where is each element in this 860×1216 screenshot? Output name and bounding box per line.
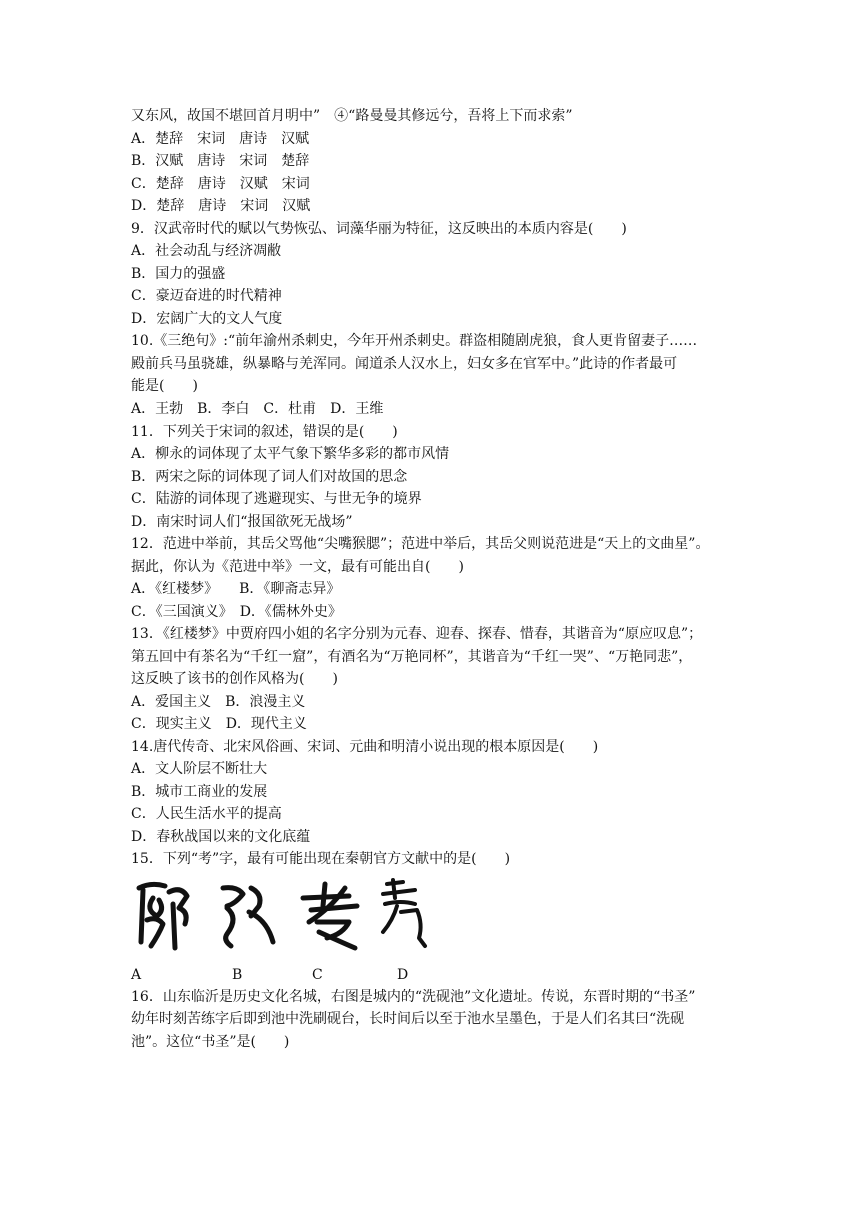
text-line: 又东风，故国不堪回首月明中” ④“路曼曼其修远兮，吾将上下而求索” [131,108,573,124]
option-line: D．南宋时词人们“报国欲死无战场” [131,514,353,530]
question-13: 13．《红楼梦》中贾府四小姐的名字分别为元春、迎春、探春、惜春，其谐音为“原应叹息”； [131,626,703,642]
option-line: C．人民生活水平的提高 [131,806,282,822]
question-11: 11．下列关于宋词的叙述，错误的是( ) [131,424,398,440]
option-line: C．现实主义 D．现代主义 [131,716,307,732]
question-16-cont: 池”。这位“书圣”是( ) [131,1034,290,1050]
option-line: B．汉赋 唐诗 宋词 楚辞 [131,153,310,169]
kao-variant-b-image [223,888,273,946]
kao-option-label-b: B [232,967,243,983]
option-line: B．国力的强盛 [131,266,226,282]
option-line: C．楚辞 唐诗 汉赋 宋词 [131,176,310,192]
question-12: 12．范进中举前，其岳父骂他“尖嘴猴腮”；范进中举后，其岳父则说范进是“天上的文曲星”。 [131,536,710,552]
option-line: D．楚辞 唐诗 宋词 汉赋 [131,198,311,214]
option-line: D．宏阔广大的文人气度 [131,311,283,327]
kao-option-label-a: A [131,967,142,983]
option-line: A．王勃 B．李白 C．杜甫 D．王维 [131,401,384,417]
question-10: 10.《三绝句》:“前年渝州杀刺史，今年开州杀刺史。群盗相随剧虎狼，食人更肯留妻子…… [131,333,698,349]
option-line: D．春秋战国以来的文化底蕴 [131,829,311,845]
option-line: A．《红楼梦》 B．《聊斋志异》 [131,581,341,597]
kao-character-images [131,876,451,956]
option-line: A．柳永的词体现了太平气象下繁华多彩的都市风情 [131,446,450,462]
option-line: A．文人阶层不断壮大 [131,761,268,777]
kao-option-label-c: C [312,967,323,983]
option-line: C．豪迈奋进的时代精神 [131,288,282,304]
question-13-cont: 第五回中有茶名为“千红一窟”，有酒名为“万艳同杯”，其谐音为“千红一哭”、“万艳同悲”， [131,649,693,665]
option-line: A．楚辞 宋词 唐诗 汉赋 [131,131,310,147]
question-9: 9．汉武帝时代的赋以气势恢弘、词藻华丽为特征，这反映出的本质内容是( ) [131,221,627,237]
question-15: 15．下列“考”字，最有可能出现在秦朝官方文献中的是( ) [131,851,511,867]
question-10-cont: 殿前兵马虽骁雄，纵暴略与羌浑同。闻道杀人汉水上，妇女多在官军中。”此诗的作者最可 [131,356,678,372]
kao-option-label-d: D [397,967,409,983]
kao-calligraphy-figure [131,876,451,956]
kao-option-labels [0,964,860,986]
option-line: B．城市工商业的发展 [131,784,268,800]
question-12-cont: 据此，你认为《范进中举》一文，最有可能出自( ) [131,559,464,575]
question-10-cont: 能是( ) [131,378,198,394]
option-line: B．两宋之际的词体现了词人们对故国的思念 [131,469,408,485]
option-line: C．《三国演义》 D．《儒林外史》 [131,604,342,620]
kao-variant-a-image [139,884,187,948]
question-16: 16．山东临沂是历史文化名城，右图是城内的“洗砚池”文化遗址。传说，东晋时期的“书圣” [131,989,696,1005]
question-16-cont: 幼年时刻苦练字后即到池中洗刷砚台，长时间后以至于池水呈墨色，于是人们名其曰“洗砚 [131,1011,685,1027]
kao-variant-d-image [383,880,425,946]
question-13-cont: 这反映了该书的创作风格为( ) [131,671,338,687]
option-line: A．爱国主义 B．浪漫主义 [131,694,306,710]
kao-variant-c-image [303,884,357,948]
option-line: C．陆游的词体现了逃避现实、与世无争的境界 [131,491,422,507]
question-14: 14.唐代传奇、北宋风俗画、宋词、元曲和明清小说出现的根本原因是( ) [131,739,599,755]
option-line: A．社会动乱与经济凋敝 [131,243,282,259]
